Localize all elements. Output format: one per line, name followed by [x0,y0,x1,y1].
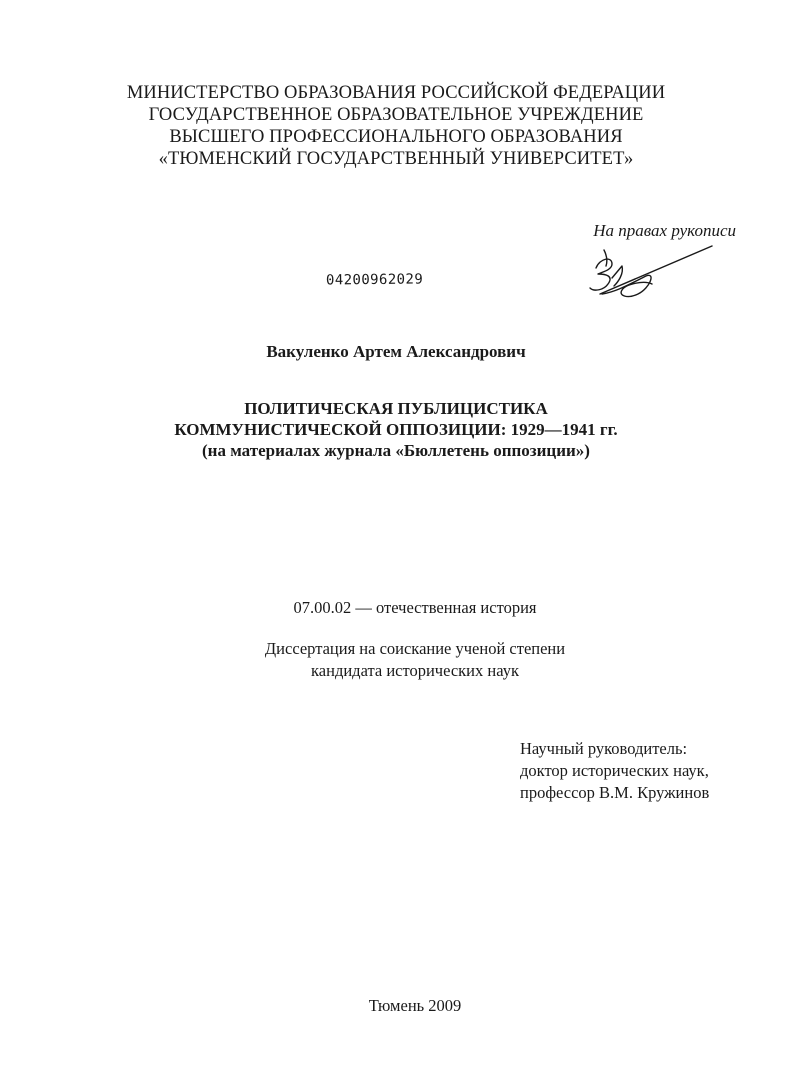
advisor-label: Научный руководитель: [520,739,688,758]
scientific-advisor [520,738,709,804]
title-line-source: (на материалах журнала «Бюллетень оппозиции») [202,441,590,460]
handwritten-signature [586,244,716,306]
author-name: Вакуленко Артем Александрович [266,342,526,361]
degree-line-candidate: кандидата исторических наук [311,661,519,680]
title-line-main: ПОЛИТИЧЕСКАЯ ПУБЛИЦИСТИКА [244,399,548,418]
catalog-stamp-number: 04200962029 [325,271,424,289]
specialty-code: 07.00.02 — отечественная история [293,598,537,617]
header-line-ministry: МИНИСТЕРСТВО ОБРАЗОВАНИЯ РОССИЙСКОЙ ФЕДЕРАЦИИ [126,83,666,103]
degree-statement [0,638,792,682]
institution-header [0,82,792,170]
degree-line-thesis: Диссертация на соискание ученой степени [264,639,566,658]
dissertation-title [0,398,792,461]
header-line-education-level: ВЫСШЕГО ПРОФЕССИОНАЛЬНОГО ОБРАЗОВАНИЯ [169,127,623,147]
advisor-degree: доктор исторических наук, [520,761,709,780]
advisor-name: профессор В.М. Кружинов [520,783,710,802]
header-line-university: «ТЮМЕНСКИЙ ГОСУДАРСТВЕННЫЙ УНИВЕРСИТЕТ» [158,149,634,169]
manuscript-rights-note: На правах рукописи [593,221,736,240]
title-line-subject: КОММУНИСТИЧЕСКОЙ ОППОЗИЦИИ: 1929—1941 гг. [174,420,618,439]
city-and-year: Тюмень 2009 [368,996,462,1015]
header-line-institution-type: ГОСУДАРСТВЕННОЕ ОБРАЗОВАТЕЛЬНОЕ УЧРЕЖДЕНИЕ [148,105,644,125]
